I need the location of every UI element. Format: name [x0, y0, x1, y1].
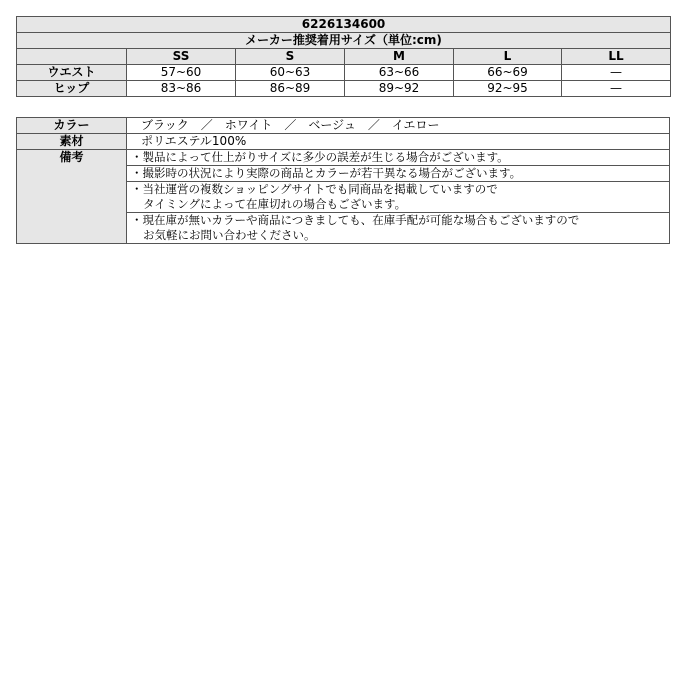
- note-item: [127, 166, 670, 182]
- material-label: 素材: [17, 134, 127, 150]
- size-cell: 89~92: [345, 81, 454, 97]
- row-label-waist: ウエスト: [17, 65, 127, 81]
- product-code: 6226134600: [17, 17, 671, 33]
- size-cell: 92~95: [454, 81, 562, 97]
- note-line: ・撮影時の状況により実際の商品とカラーが若干異なる場合がございます。: [131, 166, 522, 180]
- size-table-caption: メーカー推奨着用サイズ（単位:cm): [17, 33, 671, 49]
- size-col-header: L: [454, 49, 562, 65]
- size-col-header: M: [345, 49, 454, 65]
- size-col-header: S: [236, 49, 345, 65]
- size-cell: —: [562, 81, 671, 97]
- size-cell: 60~63: [236, 65, 345, 81]
- material-value: ポリエステル100%: [127, 134, 670, 150]
- note-item: [127, 150, 670, 166]
- note-line: ・製品によって仕上がりサイズに多少の誤差が生じる場合がございます。: [131, 150, 509, 164]
- row-label-hip: ヒップ: [17, 81, 127, 97]
- notes-row-1: [17, 150, 670, 166]
- note-line: ・現在庫が無いカラーや商品につきましても、在庫手配が可能な場合もございますので: [131, 213, 580, 227]
- size-cell: —: [562, 65, 671, 81]
- size-table: [16, 16, 671, 97]
- notes-label: 備考: [17, 150, 127, 244]
- size-cell: 66~69: [454, 65, 562, 81]
- color-value: ブラック ／ ホワイト ／ ベージュ ／ イエロー: [127, 118, 670, 134]
- size-header-corner: [17, 49, 127, 65]
- size-cell: 57~60: [127, 65, 236, 81]
- info-table: [16, 117, 670, 244]
- material-row: [17, 134, 670, 150]
- note-line: タイミングによって在庫切れの場合もございます。: [143, 197, 407, 211]
- size-cell: 83~86: [127, 81, 236, 97]
- size-row-hip: [17, 81, 671, 97]
- size-cell: 63~66: [345, 65, 454, 81]
- size-row-waist: [17, 65, 671, 81]
- note-item: [127, 182, 670, 213]
- note-line: ・当社運営の複数ショッピングサイトでも同商品を掲載していますので: [131, 182, 498, 196]
- note-item: [127, 213, 670, 244]
- size-col-header: SS: [127, 49, 236, 65]
- note-line: お気軽にお問い合わせください。: [143, 228, 316, 242]
- color-label: カラー: [17, 118, 127, 134]
- size-col-header: LL: [562, 49, 671, 65]
- size-cell: 86~89: [236, 81, 345, 97]
- color-row: [17, 118, 670, 134]
